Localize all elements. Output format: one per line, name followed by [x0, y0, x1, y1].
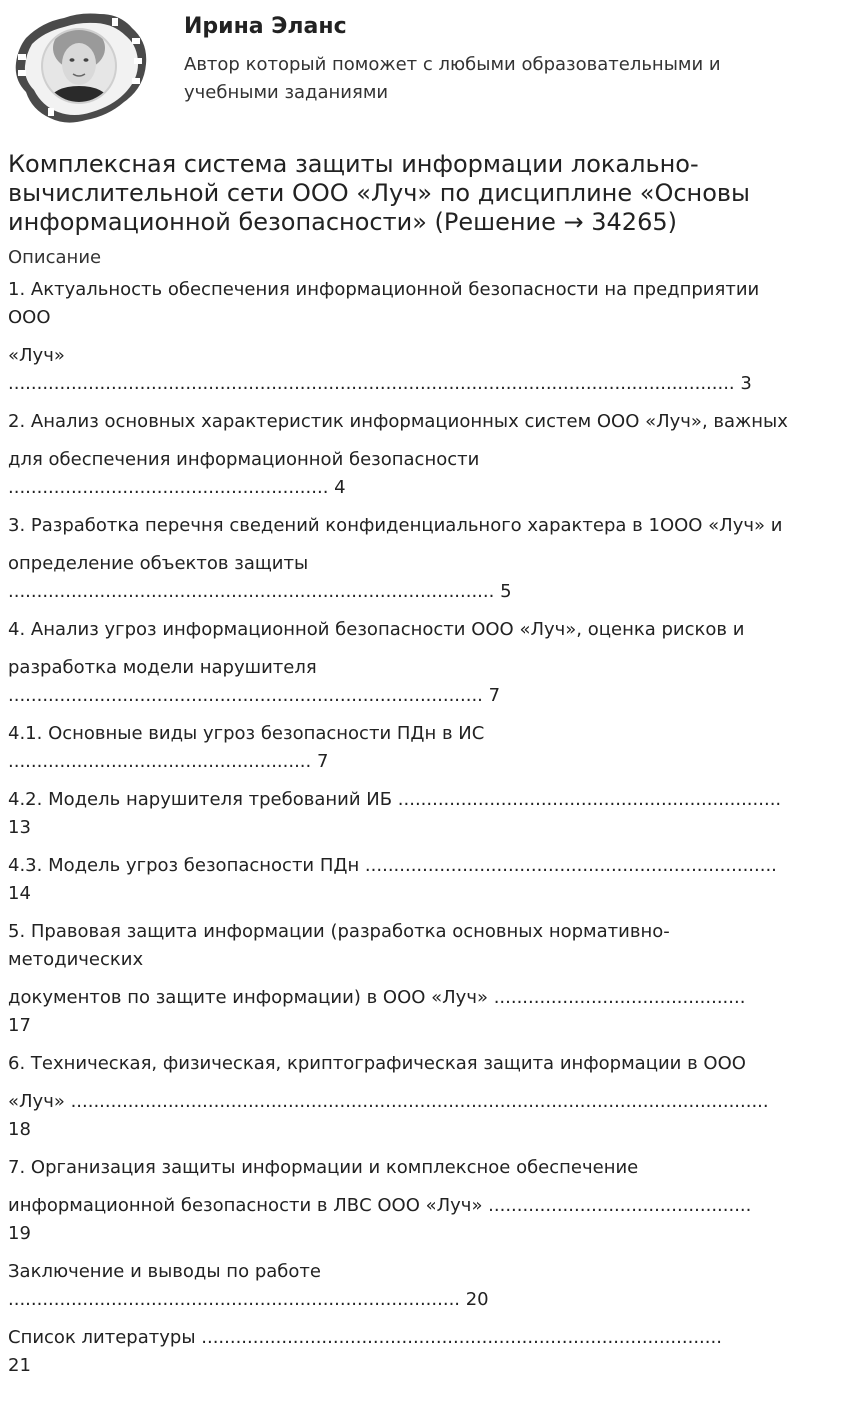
toc-entry: [8, 918, 839, 1040]
toc-entry: [8, 408, 839, 502]
toc-entry: [8, 852, 839, 908]
table-of-contents: [8, 276, 839, 1390]
toc-line: документов по защите информации) в ООО «Луч» ............................................: [8, 987, 746, 1008]
toc-line: 5. Правовая защита информации (разработка основных нормативно-: [8, 921, 670, 942]
toc-line: 14: [8, 883, 31, 904]
toc-line: ............................................................................... 20: [8, 1289, 489, 1310]
toc-line: информационной безопасности в ЛВС ООО «Луч» ..............................................: [8, 1195, 752, 1216]
toc-line: 7. Организация защиты информации и комплексное обеспечение: [8, 1157, 639, 1178]
toc-line: 18: [8, 1119, 31, 1140]
toc-entry: [8, 1258, 839, 1314]
toc-line: ..................................................... 7: [8, 751, 329, 772]
toc-entry: [8, 616, 839, 710]
toc-entry: [8, 276, 839, 398]
description-label: Описание: [8, 247, 102, 268]
toc-line: 21: [8, 1355, 31, 1376]
toc-entry: [8, 1154, 839, 1248]
toc-line: 4.3. Модель угроз безопасности ПДн ........................................................................: [8, 855, 777, 876]
toc-line: ..................................................................................... 5: [8, 581, 512, 602]
toc-line: определение объектов защиты: [8, 553, 309, 574]
toc-entry: [8, 1324, 839, 1380]
toc-line: ................................................................................... 7: [8, 685, 501, 706]
toc-line: ........................................................ 4: [8, 477, 346, 498]
toc-line: «Луч»: [8, 345, 65, 366]
author-avatar: [8, 8, 150, 126]
toc-entry: [8, 720, 839, 776]
toc-line: «Луч» ..........................................................................................................................: [8, 1091, 769, 1112]
toc-line: 4. Анализ угроз информационной безопасности ООО «Луч», оценка рисков и: [8, 619, 745, 640]
toc-line: 19: [8, 1223, 31, 1244]
toc-line: Список литературы ...........................................................................................: [8, 1327, 722, 1348]
toc-line: разработка модели нарушителя: [8, 657, 317, 678]
toc-line: 13: [8, 817, 31, 838]
toc-line: методических: [8, 949, 144, 970]
document-title: Комплексная система защиты информации локально- вычислительной сети ООО «Луч» по дисциплине «Основы информационной безопасности» (Решение → 34265): [8, 150, 751, 236]
toc-entry: [8, 512, 839, 606]
toc-line: ООО: [8, 307, 51, 328]
toc-line: 17: [8, 1015, 31, 1036]
toc-line: Заключение и выводы по работе: [8, 1261, 321, 1282]
toc-line: ............................................................................................................................... 3: [8, 373, 752, 394]
toc-line: 6. Техническая, физическая, криптографическая защита информации в ООО: [8, 1053, 746, 1074]
author-name: Ирина Эланс: [184, 14, 347, 39]
toc-entry: [8, 786, 839, 842]
toc-line: для обеспечения информационной безопасности: [8, 449, 480, 470]
toc-line: 1. Актуальность обеспечения информационной безопасности на предприятии: [8, 279, 760, 300]
toc-line: 3. Разработка перечня сведений конфиденциального характера в 1ООО «Луч» и: [8, 515, 783, 536]
toc-line: 4.2. Модель нарушителя требований ИБ ...................................................................: [8, 789, 782, 810]
toc-line: 2. Анализ основных характеристик информационных систем ООО «Луч», важных: [8, 411, 788, 432]
toc-entry: [8, 1050, 839, 1144]
toc-line: 4.1. Основные виды угроз безопасности ПДн в ИС: [8, 723, 485, 744]
author-description: Автор который поможет с любыми образовательными и учебными заданиями: [184, 54, 721, 103]
author-card: [8, 8, 839, 128]
